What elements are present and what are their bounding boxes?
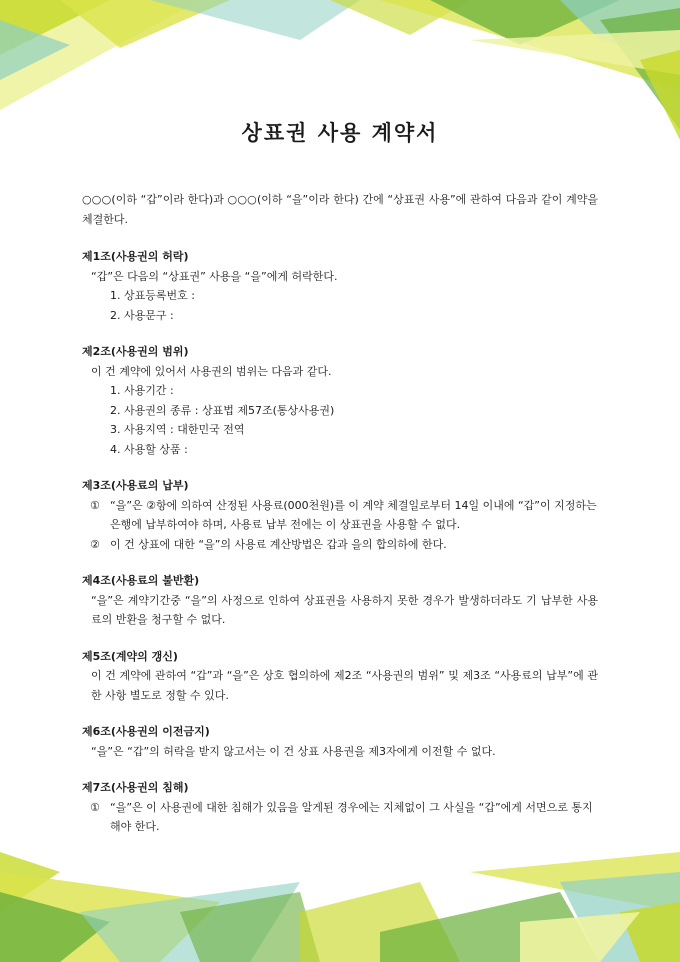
article-text: 이 건 계약에 있어서 사용권의 범위는 다음과 같다. (91, 364, 332, 378)
article-title: 제5조(계약의 갱신) (82, 649, 178, 663)
article-title: 제3조(사용료의 납부) (82, 479, 189, 492)
article-text: 이 건 계약에 관하여 “갑”과 “을”은 상호 협의하에 제2조 “사용권의 범위” 및 제3조 “사용료의 납부”에 관한 사항 별도로 정할 수 있다. (91, 669, 598, 702)
bottom-geometric-decoration (0, 852, 680, 962)
list-item: 2. 사용권의 종류 : 상표법 제57조(통상사용권) (110, 403, 335, 417)
clause-number: ① (90, 498, 100, 512)
list-item: 3. 사용지역 : 대한민국 전역 (110, 423, 245, 436)
clause-number: ② (90, 537, 100, 551)
article-text: “을”은 계약기간중 “을”의 사정으로 인하여 상표권을 사용하지 못한 경우가 발생하더라도 기 납부한 사용료의 반환을 청구할 수 없다. (91, 593, 598, 626)
article-4 (82, 571, 598, 630)
article-6 (82, 722, 598, 761)
article-title: 제2조(사용권의 범위) (82, 345, 189, 358)
clause-item (82, 535, 598, 555)
article-text: “을”은 “갑”의 허락을 받지 않고서는 이 건 상표 사용권을 제3자에게 이전할 수 없다. (91, 744, 496, 758)
article-title: 제1조(사용권의 허락) (82, 250, 189, 263)
article-title: 제6조(사용권의 이전금지) (82, 725, 210, 738)
list-item: 1. 사용기간 : (110, 384, 174, 397)
clause-item (82, 798, 598, 837)
clause-item (82, 496, 598, 535)
document-body (82, 190, 598, 854)
clause-number: ① (90, 800, 100, 814)
clause-text: “을”은 ②항에 의하여 산정된 사용료(000천원)를 이 계약 체결일로부터 14일 이내에 “갑”이 지정하는 은행에 납부하여야 하며, 사용료 납부 전에는 이 상표권을 사용할 수 없다. (110, 498, 597, 531)
list-item: 2. 사용문구 : (110, 308, 174, 322)
article-7 (82, 778, 598, 837)
article-text: “갑”은 다음의 “상표권” 사용을 “을”에게 허락한다. (91, 269, 338, 283)
article-3 (82, 476, 598, 554)
article-title: 제7조(사용권의 침해) (82, 781, 189, 794)
article-5 (82, 647, 598, 706)
article-title: 제4조(사용료의 불반환) (82, 574, 200, 587)
list-item: 1. 상표등록번호 : (110, 289, 195, 302)
document-title: 상표권 사용 계약서 (241, 121, 439, 145)
article-1 (82, 247, 598, 325)
article-2 (82, 342, 598, 459)
list-item: 4. 사용할 상품 : (110, 442, 188, 456)
intro-paragraph: ○○○(이하 “갑”이라 한다)과 ○○○(이하 “을”이라 한다) 간에 “상표권 사용”에 관하여 다음과 같이 계약을 체결한다. (82, 193, 598, 226)
clause-text: “을”은 이 사용권에 대한 침해가 있음을 알게된 경우에는 지체없이 그 사실을 “갑”에게 서면으로 통지해야 한다. (110, 800, 593, 833)
clause-text: 이 건 상표에 대한 “을”의 사용료 계산방법은 갑과 을의 합의하에 한다. (110, 537, 447, 551)
